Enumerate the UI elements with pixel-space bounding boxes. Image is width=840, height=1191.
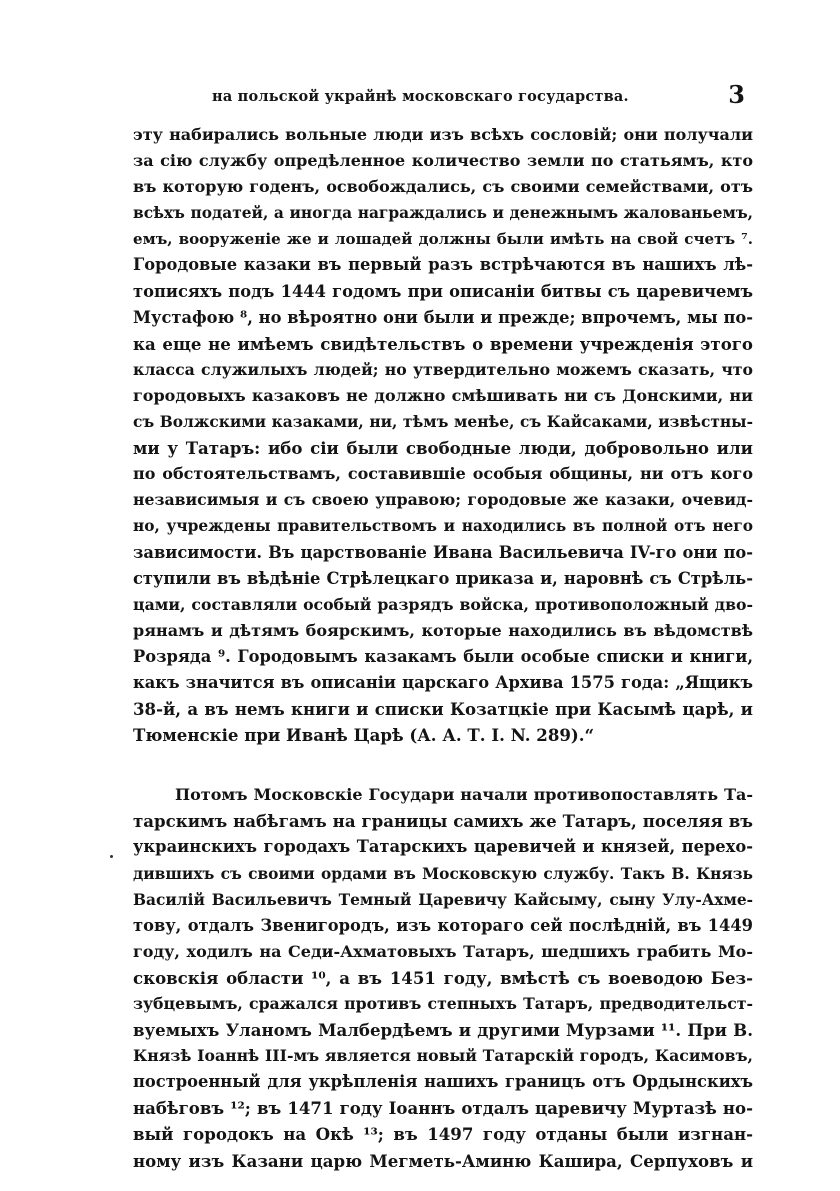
text-line: зависимости. Въ царствованіе Ивана Васильевича IV-го они по- bbox=[133, 542, 753, 562]
text-line: какъ значится въ описаніи царскаго Архива 1575 года: „Ящикъ bbox=[133, 672, 753, 692]
text-line: Василій Васильевичъ Темный Царевичу Кайсыму, сыну Улу-Ахме- bbox=[133, 890, 753, 909]
text-line: тописяхъ подъ 1444 годомъ при описаніи битвы съ царевичемъ bbox=[133, 281, 753, 301]
text-line: по обстоятельствамъ, составившіе особыя общины, ни отъ кого bbox=[133, 464, 753, 484]
text-line: съ Волжскими казаками, ни, тѣмъ менѣе, съ Кайсаками, извѣстны- bbox=[133, 413, 753, 432]
text-line: Тюменскіе при Иванѣ Царѣ (А. А. Т. I. N. 289).“ bbox=[133, 725, 595, 746]
text-line: рянамъ и дѣтямъ боярскимъ, которые находились въ вѣдомствѣ bbox=[133, 620, 753, 640]
paragraph-2 bbox=[133, 782, 753, 1173]
text-line: Мустафою ⁸, но вѣроятно они были и прежде; впрочемъ, мы по- bbox=[133, 307, 753, 327]
text-line: эту набирались вольные люди изъ всѣхъ сословій; они получали bbox=[133, 125, 753, 144]
text-line: ка еще не имѣемъ свидѣтельствъ о времени учрежденія этого bbox=[133, 333, 753, 354]
text-line: тарскимъ набѣгамъ на границы самихъ же Татаръ, поселяя въ bbox=[133, 811, 753, 832]
text-line: городовыхъ казаковъ не должно смѣшивать ни съ Донскими, ни bbox=[133, 385, 753, 405]
text-line: всѣхъ податей, а иногда награждались и денежнымъ жалованьемъ, bbox=[133, 204, 753, 223]
text-line: ступили въ вѣдѣніе Стрѣлецкаго приказа и, наровнѣ съ Стрѣль- bbox=[133, 568, 753, 588]
text-line: независимыя и съ своею управою; городовые же казаки, очевид- bbox=[133, 490, 753, 510]
text-line: ному изъ Казани царю Мегметь-Аминю Кашира, Серпуховъ и bbox=[133, 1150, 753, 1171]
text-line: Потомъ Московскіе Государи начали противопоставлять Та- bbox=[175, 785, 753, 805]
text-line: ми у Татаръ: ибо сіи были свободные люди, добровольно или bbox=[133, 438, 753, 459]
text-line: за сію службу опредѣленное количество земли по статьямъ, кто bbox=[133, 151, 753, 171]
text-line: году, ходилъ на Седи-Ахматовыхъ Татаръ, шедшихъ грабить Мо- bbox=[133, 941, 753, 961]
running-head: на польской украйнѣ московскаго государства. bbox=[212, 88, 629, 105]
text-line: Городовые казаки въ первый разъ встрѣчаются въ нашихъ лѣ- bbox=[133, 255, 753, 275]
text-line: набѣговъ ¹²; въ 1471 году Іоаннъ отдалъ царевичу Муртазѣ но- bbox=[133, 1098, 753, 1119]
text-line: построенный для укрѣпленія нашихъ границъ отъ Ордынскихъ bbox=[133, 1072, 753, 1092]
page-body bbox=[133, 122, 753, 1174]
text-line: класса служилыхъ людей; но утвердительно можемъ сказать, что bbox=[133, 359, 753, 379]
text-line: вуемыхъ Уланомъ Малбердѣемъ и другими Мурзами ¹¹. При В. bbox=[133, 1020, 753, 1041]
paragraph-1 bbox=[133, 122, 753, 748]
text-line: въ которую годенъ, освобождались, съ своими семействами, отъ bbox=[133, 177, 753, 197]
text-line: сковскія области ¹⁰, а въ 1451 году, вмѣстѣ съ воеводою Без- bbox=[133, 967, 753, 988]
text-line: емъ, вооруженіе же и лошадей должны были имѣть на свой счетъ ⁷. bbox=[133, 230, 753, 249]
text-line: зубцевымъ, сражался противъ степныхъ Татаръ, предводительст- bbox=[133, 994, 753, 1013]
text-line: тову, отдалъ Звенигородъ, изъ котораго сей послѣдній, въ 1449 bbox=[133, 915, 753, 935]
text-line: дившихъ съ своими ордами въ Московскую службу. Такъ В. Князь bbox=[133, 864, 753, 883]
margin-speck bbox=[110, 855, 113, 858]
page-header bbox=[130, 82, 745, 112]
text-line: вый городокъ на Окѣ ¹³; въ 1497 году отданы были изгнан- bbox=[133, 1124, 753, 1145]
text-line: 38-й, а въ немъ книги и списки Козатцкіе при Касымѣ царѣ, и bbox=[133, 699, 753, 720]
page-number: 3 bbox=[728, 80, 745, 109]
text-line: Князѣ Іоаннѣ III-мъ является новый Татарскій городъ, Касимовъ, bbox=[133, 1046, 753, 1066]
text-line: украинскихъ городахъ Татарскихъ царевичей и князей, перехо- bbox=[133, 837, 753, 857]
text-line: цами, составляли особый разрядъ войска, противоположный дво- bbox=[133, 594, 753, 614]
text-line: но, учреждены правительствомъ и находились въ полной отъ него bbox=[133, 517, 753, 536]
text-line: Розряда ⁹. Городовымъ казакамъ были особые списки и книги, bbox=[133, 646, 753, 666]
